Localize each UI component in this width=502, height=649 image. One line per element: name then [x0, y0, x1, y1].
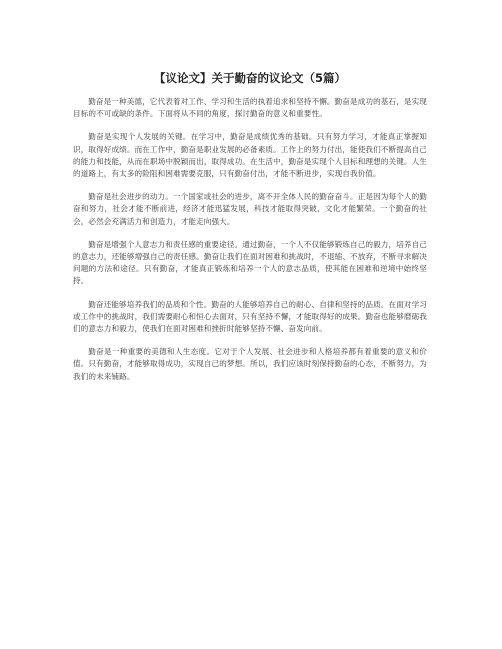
paragraph-conclusion: 勤奋是一种重要的美德和人生态度。它对于个人发展、社会进步和人格培养都有着重要的意义和价值。只有勤奋，才能够取得成功，实现自己的梦想。所以，我们应该时刻保持勤奋的心态，不断努力，为我们的未来铺路。 [73, 347, 427, 381]
paragraph-personal-development: 勤奋是实现个人发展的关键。在学习中，勤奋是成绩优秀的基础。只有努力学习，才能真正掌握知识，取得好成绩。而在工作中，勤奋是职业发展的必备素质。工作上的努力付出，能使我们不断提高自己的能力和技能，从而在职场中脱颖而出，取得成功。在生活中，勤奋是实现个人目标和理想的关键。人生的道路上，有太多的险阻和困难需要克服，只有勤奋付出，才能不断进步，实现自我价值。 [73, 132, 427, 179]
paragraph-intro: 勤奋是一种美德，它代表着对工作、学习和生活的执着追求和坚持不懈。勤奋是成功的基石，是实现目标的不可或缺的条件。下面将从不同的角度，探讨勤奋的意义和重要性。 [73, 97, 427, 119]
paragraph-social-progress: 勤奋是社会进步的动力。一个国家或社会的进步，离不开全体人民的勤奋奋斗。正是因为每个人的勤奋和努力，社会才能不断前进，经济才能迅猛发展，科技才能取得突破，文化才能繁荣。一个勤奋的社会，必然会充满活力和创造力，才能走向强大。 [73, 192, 427, 226]
document-title: 【议论文】关于勤奋的议论文（5篇） [154, 71, 346, 85]
paragraph-willpower: 勤奋是增强个人意志力和责任感的重要途径。通过勤奋，一个人不仅能够锻炼自己的毅力，培养自己的意志力，还能够增强自己的责任感。勤奋让我们在面对困难和挑战时，不退缩、不放弃，不断寻求解决问题的方法和途径。只有勤奋，才能真正锻炼和培养一个人的意志品质，使其能在困难和逆境中始终坚持。 [73, 239, 427, 286]
document-page [73, 70, 427, 394]
paragraph-character: 勤奋还能够培养我们的品质和个性。勤奋的人能够培养自己的耐心、自律和坚持的品质。在面对学习或工作中的挑战时，我们需要耐心和恒心去面对，只有坚持不懈，才能取得好的成果。勤奋也能够磨砺我们的意志力和毅力，使我们在面对困难和挫折时能够坚持不懈、奋发向前。 [73, 299, 427, 334]
